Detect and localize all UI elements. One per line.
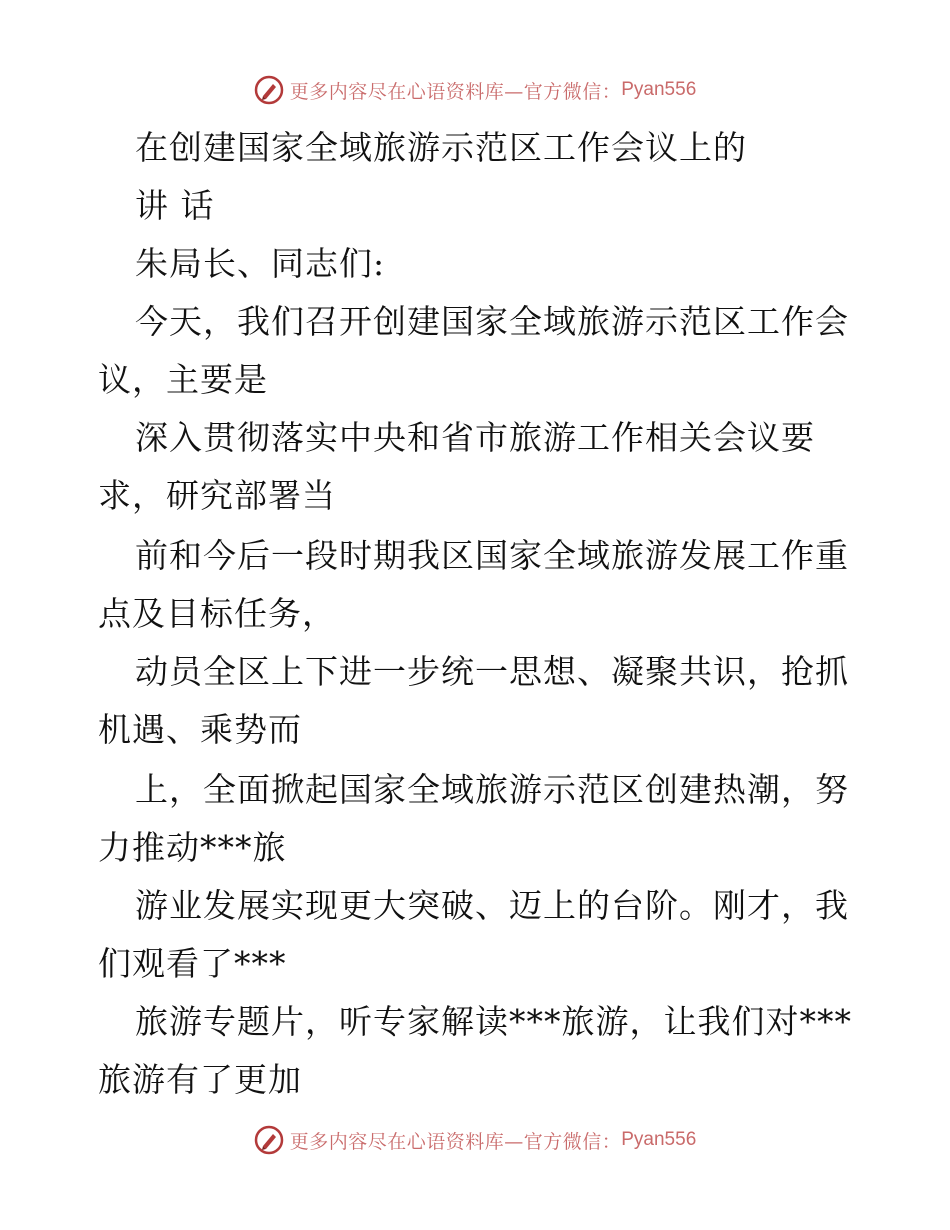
watermark-text: 更多内容尽在心语资料库—官方微信：	[289, 80, 622, 103]
watermark-wechat-id: Pyan556	[621, 79, 697, 100]
paragraph-line: 上，全面掀起国家全域旅游示范区创建热潮，努	[135, 770, 849, 809]
watermark-wechat-id: Pyan556	[621, 1129, 697, 1150]
paragraph-line: 力推动***旅	[98, 828, 287, 867]
paragraph-line: 动员全区上下进一步统一思想、凝聚共识，抢抓	[135, 652, 849, 691]
pen-logo-icon	[254, 75, 284, 105]
paragraph-line: 旅游专题片，听专家解读***旅游，让我们对***	[135, 1002, 852, 1041]
pen-logo-icon	[254, 1125, 284, 1155]
title-line-1: 在创建国家全域旅游示范区工作会议上的	[135, 128, 747, 167]
watermark-text: 更多内容尽在心语资料库—官方微信：	[289, 1130, 622, 1153]
paragraph-line: 前和今后一段时期我区国家全域旅游发展工作重	[135, 536, 849, 575]
paragraph-line: 求，研究部署当	[98, 476, 336, 515]
paragraph-line: 们观看了***	[98, 944, 287, 983]
salutation: 朱局长、同志们:	[135, 244, 386, 283]
paragraph-line: 议，主要是	[98, 360, 268, 399]
paragraph-line: 机遇、乘势而	[98, 710, 302, 749]
paragraph-line: 深入贯彻落实中央和省市旅游工作相关会议要	[135, 418, 815, 457]
footer-watermark	[0, 1120, 950, 1160]
paragraph-line: 旅游有了更加	[98, 1060, 302, 1099]
header-watermark	[0, 70, 950, 110]
paragraph-line: 点及目标任务，	[98, 594, 336, 633]
title-line-2: 讲 话	[135, 186, 215, 225]
paragraph-line: 今天，我们召开创建国家全域旅游示范区工作会	[135, 302, 849, 341]
paragraph-line: 游业发展实现更大突破、迈上的台阶。刚才，我	[135, 886, 849, 925]
